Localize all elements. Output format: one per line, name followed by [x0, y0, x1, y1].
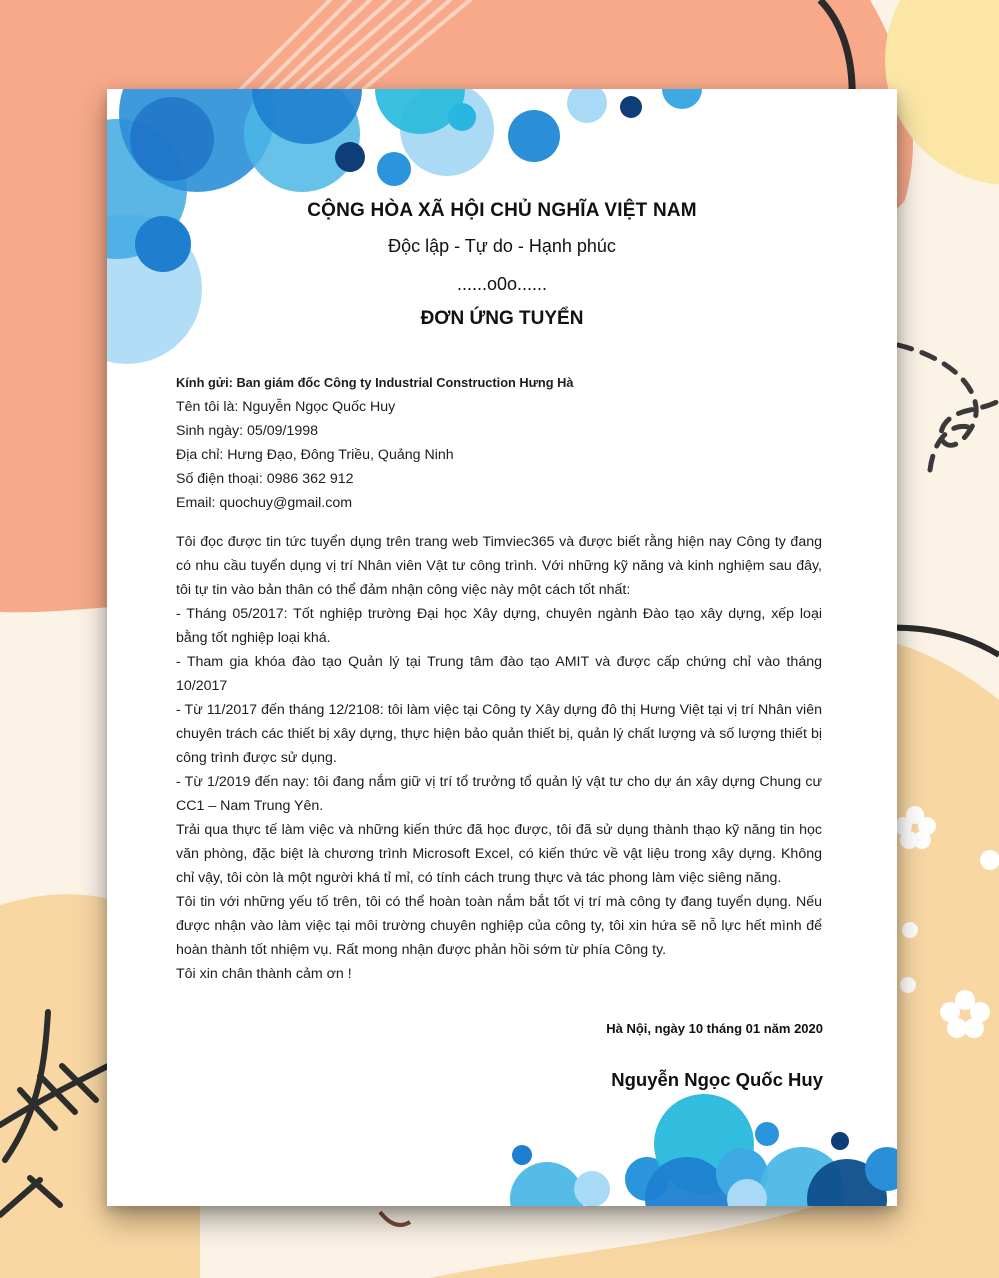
- email-line: Email: quochuy@gmail.com: [176, 495, 353, 511]
- application-letter-page: [107, 89, 897, 1206]
- dark-arc-bottom: [380, 1212, 410, 1225]
- letter-body: [176, 530, 822, 986]
- experience-item: - Từ 1/2019 đến nay: tôi đang nắm giữ vị trí tổ trưởng tổ quản lý vật tư cho dự án xây dựng Chung cư CC1 – Nam Trung Yên.: [176, 774, 822, 814]
- applicant-info: [176, 371, 822, 515]
- commitment-paragraph: Tôi tin với những yếu tố trên, tôi có thể hoàn toàn nắm bắt tốt vị trí mà công ty đang tuyển dụng. Nếu được nhận vào làm việc tại môi trường chuyên nghiệp của công ty, tôi xin hứa sẽ nỗ lực hết mình để hoàn thành tốt nhiệm vụ. Rất mong nhận được phản hồi sớm từ phía Công ty.: [176, 894, 822, 958]
- name-line: Tên tôi là: Nguyễn Ngọc Quốc Huy: [176, 399, 396, 415]
- address-line: Địa chỉ: Hưng Đạo, Đông Triều, Quảng Ninh: [176, 447, 454, 463]
- intro-paragraph: Tôi đọc được tin tức tuyển dụng trên trang web Timviec365 và được biết rằng hiện nay Công ty đang có nhu cầu tuyển dụng vị trí Nhân viên Vật tư công trình. Với những kỹ năng và kinh nghiệm sau đây, tôi tự tin vào bản thân có thể đảm nhận công việc này một cách tốt nhất:: [176, 534, 822, 598]
- nation-title: CỘNG HÒA XÃ HỘI CHỦ NGHĨA VIỆT NAM: [307, 200, 697, 221]
- experience-item: - Tháng 05/2017: Tốt nghiệp trường Đại học Xây dựng, chuyên ngành Đào tạo xây dựng, xếp loại bằng tốt nghiệp loại khá.: [176, 606, 822, 646]
- closing-line: Tôi xin chân thành cảm ơn !: [176, 966, 352, 982]
- document-title: ĐƠN ỨNG TUYỂN: [420, 308, 584, 329]
- date-place-line: Hà Nội, ngày 10 tháng 01 năm 2020: [606, 1021, 823, 1036]
- nation-motto: Độc lập - Tự do - Hạnh phúc: [388, 236, 616, 256]
- phone-line: Số điện thoại: 0986 362 912: [176, 471, 354, 487]
- birth-date-line: Sinh ngày: 05/09/1998: [176, 423, 318, 439]
- experience-item: - Từ 11/2017 đến tháng 12/2108: tôi làm việc tại Công ty Xây dựng đô thị Hưng Việt tại vị trí Nhân viên chuyên trách các thiết bị xây dựng, thực hiện bảo quản thiết bị, quản lý chất lượng và số lượng thiết bị công trình được sử dụng.: [176, 702, 822, 766]
- separator-text: ......o0o......: [456, 274, 548, 294]
- experience-item: - Tham gia khóa đào tạo Quản lý tại Trung tâm đào tạo AMIT và được cấp chứng chỉ vào tháng 10/2017: [176, 654, 822, 694]
- signature-name: Nguyễn Ngọc Quốc Huy: [611, 1069, 823, 1090]
- dashed-loop: [898, 345, 999, 445]
- skills-paragraph: Trải qua thực tế làm việc và những kiến thức đã học được, tôi đã sử dụng thành thạo kỹ năng tin học văn phòng, đặc biệt là chương trình Microsoft Excel, có kiến thức về vật liệu trong xây dựng. Không chỉ vậy, tôi còn là một người khá tỉ mỉ, có tính cách trung thực và tác phong làm việc siêng năng.: [176, 822, 822, 886]
- addressee-line: Kính gửi: Ban giám đốc Công ty Industrial Construction Hưng Hà: [176, 375, 574, 390]
